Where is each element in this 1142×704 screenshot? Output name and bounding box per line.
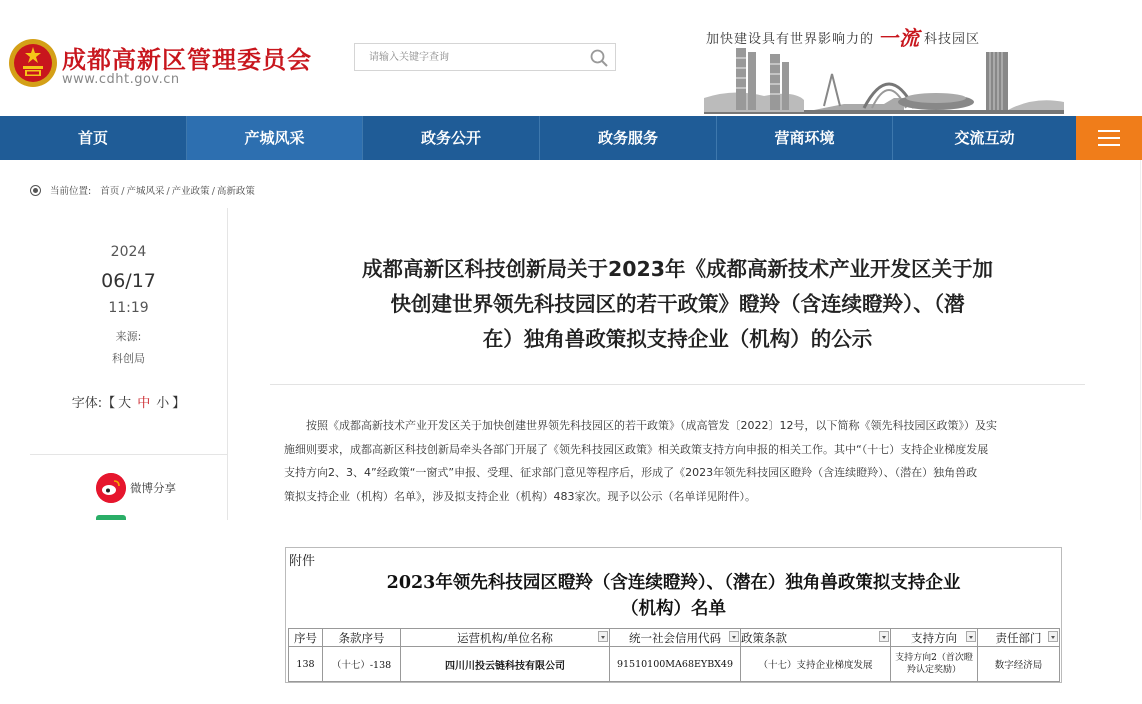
column-header: 序号 [289, 629, 323, 647]
site-name[interactable]: 成都高新区管理委员会 [62, 45, 312, 74]
filter-dropdown-icon[interactable] [598, 631, 608, 642]
annex-title-line: （机构）名单 [621, 599, 726, 619]
column-header: 统一社会信用代码 [610, 629, 741, 647]
nav-item-gov-open[interactable]: 政务公开 [363, 116, 540, 160]
breadcrumb-prefix: 当前位置: [50, 186, 92, 197]
column-header: 责任部门 [978, 629, 1060, 647]
source-value: 科创局 [112, 352, 145, 365]
weibo-icon[interactable] [96, 473, 126, 503]
cell-credit-code: 91510100MA68EYBX49 [610, 647, 741, 682]
font-size-control: 字体:【 大 中 小 】 [71, 396, 186, 411]
column-header: 支持方向 [891, 629, 978, 647]
body-line: 策拟支持企业（机构）名单》，涉及拟支持企业（机构）483家次。现予以公示（名单详见附件）。 [284, 489, 756, 503]
breadcrumb: 当前位置: 首页 / 产城风采 / 产业政策 / 高新政策 [30, 183, 255, 197]
body-line: 支持方向2、3、4”经政策“一窗式”申报、受理、征求部门意见等程序后，形成了《2023年领先科技园区瞪羚（含连续瞪羚）、（潜在）独角兽政 [284, 466, 978, 479]
cell-department: 数字经济局 [978, 647, 1060, 682]
location-icon [30, 185, 41, 196]
annex-title [286, 570, 1061, 622]
cell-policy: （十七）支持企业梯度发展 [741, 647, 891, 682]
annex-label: 附件 [289, 554, 316, 569]
font-medium-button[interactable]: 中 [137, 396, 151, 411]
nav-item-gov-service[interactable]: 政务服务 [540, 116, 717, 160]
annex-title-line: 2023年领先科技园区瞪羚（含连续瞪羚）、（潜在）独角兽政策拟支持企业 [386, 573, 961, 593]
article-meta-sidebar [30, 208, 228, 520]
menu-icon[interactable] [1076, 116, 1142, 160]
title-divider [270, 384, 1085, 385]
cell-direction: 支持方向2（首次瞪羚认定奖励） [891, 647, 978, 682]
site-url[interactable]: www.cdht.gov.cn [62, 72, 180, 87]
nav-item-interaction[interactable]: 交流互动 [954, 129, 1015, 147]
font-large-button[interactable]: 大 [118, 396, 132, 411]
cell-clause: （十七）-138 [323, 647, 401, 682]
body-line: 施细则要求，成都高新区科技创新局牵头各部门开展了《领先科技园区政策》相关政策支持方向申报的相关工作。其中“（十七）支持企业梯度发展 [284, 442, 989, 456]
font-small-button[interactable]: 小 [156, 396, 170, 411]
filter-dropdown-icon[interactable] [1048, 631, 1058, 642]
breadcrumb-item-home[interactable]: 首页 [100, 186, 120, 197]
publish-year: 2024 [110, 244, 147, 260]
annex-table-image [285, 547, 1062, 683]
filter-dropdown-icon[interactable] [729, 631, 739, 642]
slogan-suffix: 科技园区 [924, 32, 981, 47]
wechat-icon[interactable] [96, 515, 126, 520]
search-input[interactable] [355, 44, 589, 70]
body-line: 按照《成都高新技术产业开发区关于加快创建世界领先科技园区的若干政策》（成高管发〔2022〕12号，以下简称《领先科技园区政策》）及实 [306, 419, 997, 432]
source-label: 来源: [115, 330, 142, 343]
table-header-row [289, 629, 1060, 647]
font-size-label: 字体: [71, 396, 103, 411]
search-box [354, 43, 616, 71]
weibo-share-label[interactable]: 微博分享 [130, 481, 176, 495]
slogan-prefix: 加快建设具有世界影响力的 [706, 32, 875, 47]
search-icon[interactable] [589, 48, 609, 68]
table-row [289, 647, 1060, 682]
filter-dropdown-icon[interactable] [879, 631, 889, 642]
sidebar-divider [30, 454, 227, 455]
publish-date: 06/17 [101, 270, 156, 292]
article-title-line: 快创建世界领先科技园区的若干政策》瞪羚（含连续瞪羚）、（潜 [390, 292, 965, 316]
article-title [270, 252, 1085, 357]
content-border [1140, 160, 1141, 520]
column-header: 政策条款 [741, 629, 891, 647]
main-nav [0, 116, 1142, 160]
cell-company-name: 四川川投云链科技有限公司 [401, 647, 610, 682]
national-emblem-icon [8, 38, 58, 88]
skyline-illustration [704, 40, 1064, 114]
breadcrumb-item-industry-policy[interactable]: 产业政策 [171, 186, 210, 197]
publish-time: 11:19 [108, 300, 149, 316]
article-title-line: 在）独角兽政策拟支持企业（机构）的公示 [482, 327, 873, 351]
nav-item-home[interactable]: 首页 [0, 116, 187, 160]
cell-no: 138 [289, 647, 323, 682]
nav-item-city[interactable]: 产城风采 [187, 116, 363, 160]
nav-item-business[interactable]: 营商环境 [717, 116, 893, 160]
annex-table [288, 628, 1060, 682]
site-header [0, 0, 1142, 116]
article-body [284, 414, 1088, 508]
filter-dropdown-icon[interactable] [966, 631, 976, 642]
breadcrumb-item-hitech-policy[interactable]: 高新政策 [216, 186, 255, 197]
slogan-highlight: 一流 [878, 26, 921, 50]
article-title-line: 成都高新区科技创新局关于2023年《成都高新技术产业开发区关于加 [361, 257, 994, 281]
column-header: 条款序号 [323, 629, 401, 647]
breadcrumb-item-city[interactable]: 产城风采 [126, 186, 165, 197]
column-header: 运营机构/单位名称 [401, 629, 610, 647]
